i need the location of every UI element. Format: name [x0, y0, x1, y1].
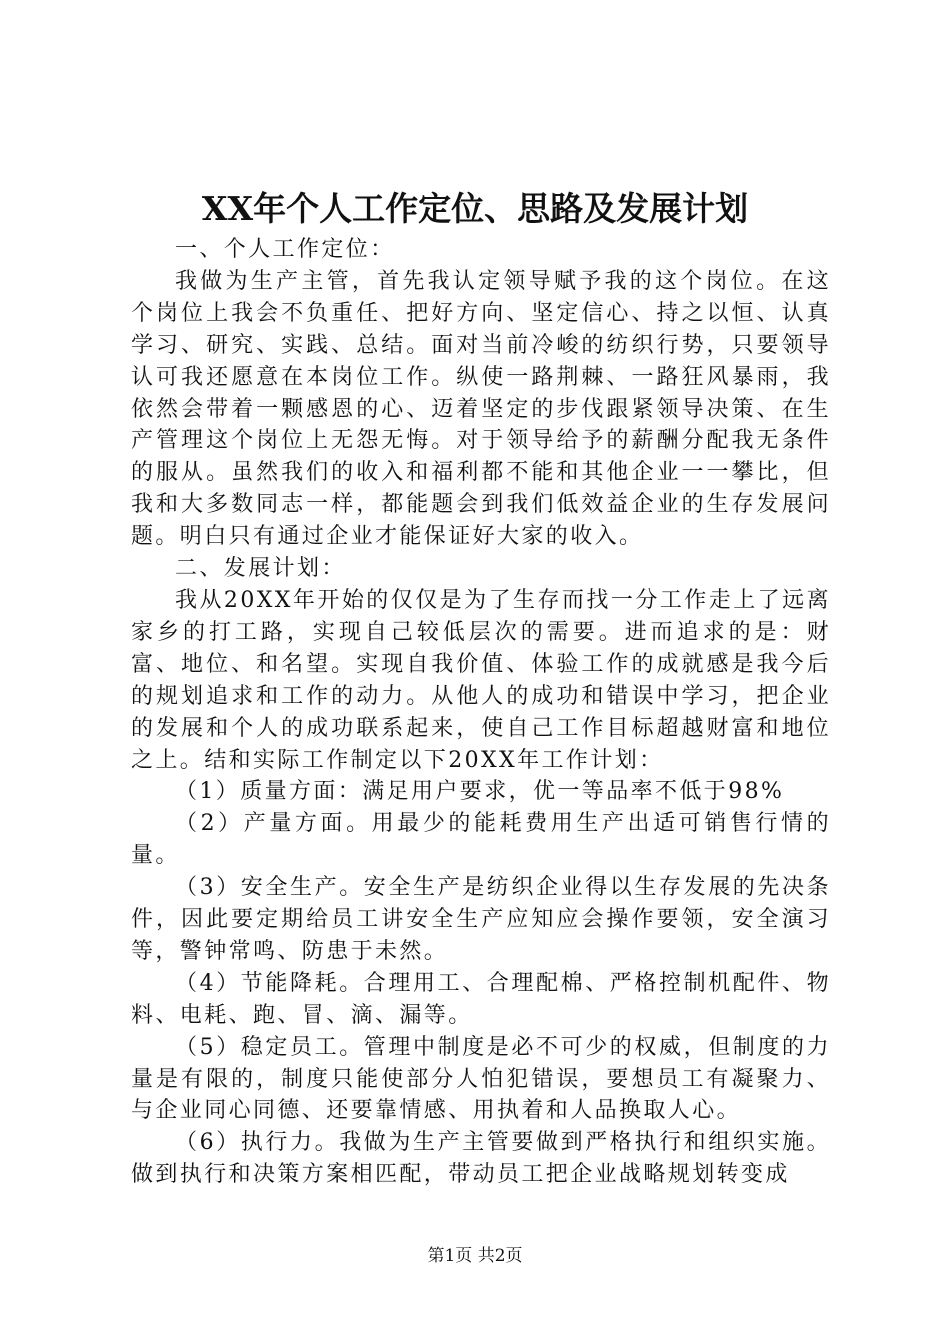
plan-item-energy: （4）节能降耗。合理用工、合理配棉、严格控制机配件、物料、电耗、跑、冒、滴、漏等。	[131, 970, 831, 1028]
plan-item-output: （2）产量方面。用最少的能耗费用生产出适可销售行情的量。	[131, 811, 831, 869]
document-title: XX年个人工作定位、思路及发展计划	[201, 189, 749, 228]
plan-item-quality: （1）质量方面：满足用户要求，优一等品率不低于98%	[175, 779, 785, 805]
paragraph-plan-intro: 我从20XX年开始的仅仅是为了生存而找一分工作走上了远离家乡的打工路，实现自己较低层次的需要。进而追求的是：财富、地位、和名望。实现自我价值、体验工作的成就感是我今后的规划追求和工作的动力。从他人的成功和错误中学习，把企业的发展和个人的成功联系起来，使自己工作目标超越财富和地位之上。结和实际工作制定以下20XX年工作计划：	[131, 587, 831, 773]
plan-item-execution: （6）执行力。我做为生产主管要做到严格执行和组织实施。做到执行和决策方案相匹配，带动员工把企业战略规划转变成	[131, 1130, 831, 1188]
plan-item-staff: （5）稳定员工。管理中制度是必不可少的权威，但制度的力量是有限的，制度只能使部分人怕犯错误，要想员工有凝聚力、与企业同心同德、还要靠情感、用执着和人品换取人心。	[131, 1034, 831, 1124]
section-heading-plan: 二、发展计划：	[175, 556, 346, 582]
paragraph-positioning: 我做为生产主管，首先我认定领导赋予我的这个岗位。在这个岗位上我会不负重任、把好方向、坚定信心、持之以恒、认真学习、研究、实践、总结。面对当前冷峻的纺织行势，只要领导认可我还愿意在本岗位工作。纵使一路荆棘、一路狂风暴雨，我依然会带着一颗感恩的心、迈着坚定的步伐跟紧领导决策、在生产管理这个岗位上无怨无悔。对于领导给予的薪酬分配我无条件的服从。虽然我们的收入和福利都不能和其他企业一一攀比，但我和大多数同志一样，都能题会到我们低效益企业的生存发展问题。明白只有通过企业才能保证好大家的收入。	[131, 268, 831, 550]
page-number-footer: 第1页 共2页	[427, 1246, 523, 1266]
plan-item-safety: （3）安全生产。安全生产是纺织企业得以生存发展的先决条件，因此要定期给员工讲安全生产应知应会操作要领，安全演习等，警钟常鸣、防患于未然。	[131, 875, 831, 964]
document-body	[131, 234, 831, 1191]
section-heading-positioning: 一、个人工作定位：	[175, 237, 395, 262]
